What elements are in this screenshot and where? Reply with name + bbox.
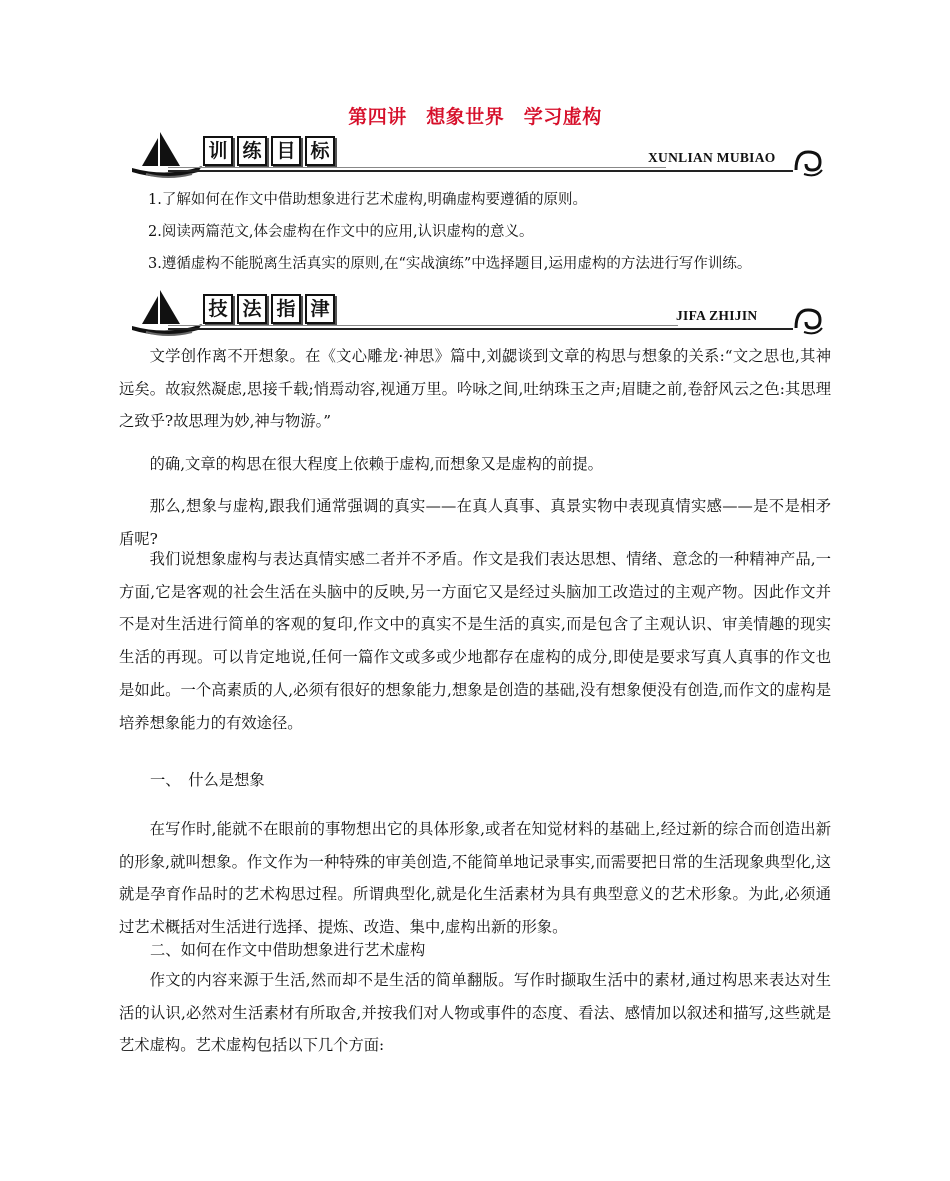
divider	[168, 325, 678, 326]
banner-english-goals: XUNLIAN MUBIAO	[648, 150, 776, 165]
goal-item: 2.阅读两篇范文,体会虚构在作文中的应用,认识虚构的意义。	[148, 224, 534, 240]
subheading: 二、如何在作文中借助想象进行艺术虚构	[150, 941, 426, 959]
divider	[168, 167, 666, 168]
paragraph: 那么,想象与虚构,跟我们通常强调的真实——在真人真事、真景实物中表现真情实感——是不是相矛盾呢?	[119, 497, 831, 548]
heading-char: 指	[271, 294, 301, 324]
section-banner-goals	[128, 128, 828, 180]
subheading: 一、 什么是想象	[150, 771, 265, 789]
banner-heading-tips	[203, 294, 335, 324]
heading-char: 训	[203, 136, 233, 166]
divider	[676, 328, 793, 330]
paragraph: 文学创作离不开想象。在《文心雕龙·神思》篇中,刘勰谈到文章的构思与想象的关系:“文之思也,其神远矣。故寂然凝虑,思接千载;悄焉动容,视通万里。吟咏之间,吐纳珠玉之声;眉睫之前,卷舒风云之色:其思理之致乎?故思理为妙,神与物游。”	[119, 347, 831, 431]
paragraph: 我们说想象虚构与表达真情实感二者并不矛盾。作文是我们表达思想、情绪、意念的一种精神产品,一方面,它是客观的社会生活在头脑中的反映,另一方面它又是经过头脑加工改造过的主观产物。因此作文并不是对生活进行简单的客观的复印,作文中的真实不是生活的真实,而是包含了主观认识、审美情趣的现实生活的再现。可以肯定地说,任何一篇作文或多或少地都存在虚构的成分,即使是要求写真人真事的作文也是如此。一个高素质的人,必须有很好的想象能力,想象是创造的基础,没有想象便没有创造,而作文的虚构是培养想象能力的有效途径。	[119, 550, 831, 732]
divider	[168, 170, 666, 172]
page-title: 第四讲 想象世界 学习虚构	[348, 106, 602, 128]
heading-char: 目	[271, 136, 301, 166]
goal-item: 1.了解如何在作文中借助想象进行艺术虚构,明确虚构要遵循的原则。	[148, 192, 587, 208]
paragraph: 作文的内容来源于生活,然而却不是生活的简单翻版。写作时撷取生活中的素材,通过构思来表达对生活的认识,必然对生活素材有所取舍,并按我们对人物或事件的态度、看法、感情加以叙述和描写,这些就是艺术虚构。艺术虚构包括以下几个方面:	[119, 971, 831, 1055]
section-banner-tips	[128, 286, 828, 338]
banner-english-tips: JIFA ZHIJIN	[676, 308, 758, 323]
heading-char: 法	[237, 294, 267, 324]
heading-char: 标	[305, 136, 335, 166]
divider	[168, 328, 678, 330]
heading-char: 练	[237, 136, 267, 166]
heading-char: 津	[305, 294, 335, 324]
banner-heading-goals	[203, 136, 335, 166]
heading-char: 技	[203, 294, 233, 324]
paragraph: 在写作时,能就不在眼前的事物想出它的具体形象,或者在知觉材料的基础上,经过新的综合而创造出新的形象,就叫想象。作文作为一种特殊的审美创造,不能简单地记录事实,而需要把日常的生活现象典型化,这就是孕育作品时的艺术构思过程。所谓典型化,就是化生活素材为具有典型意义的艺术形象。为此,必须通过艺术概括对生活进行选择、提炼、改造、集中,虚构出新的形象。	[119, 820, 831, 937]
goal-item: 3.遵循虚构不能脱离生活真实的原则,在“实战演练”中选择题目,运用虚构的方法进行写作训练。	[148, 256, 752, 272]
divider	[648, 170, 793, 172]
paragraph: 的确,文章的构思在很大程度上依赖于虚构,而想象又是虚构的前提。	[149, 455, 603, 473]
